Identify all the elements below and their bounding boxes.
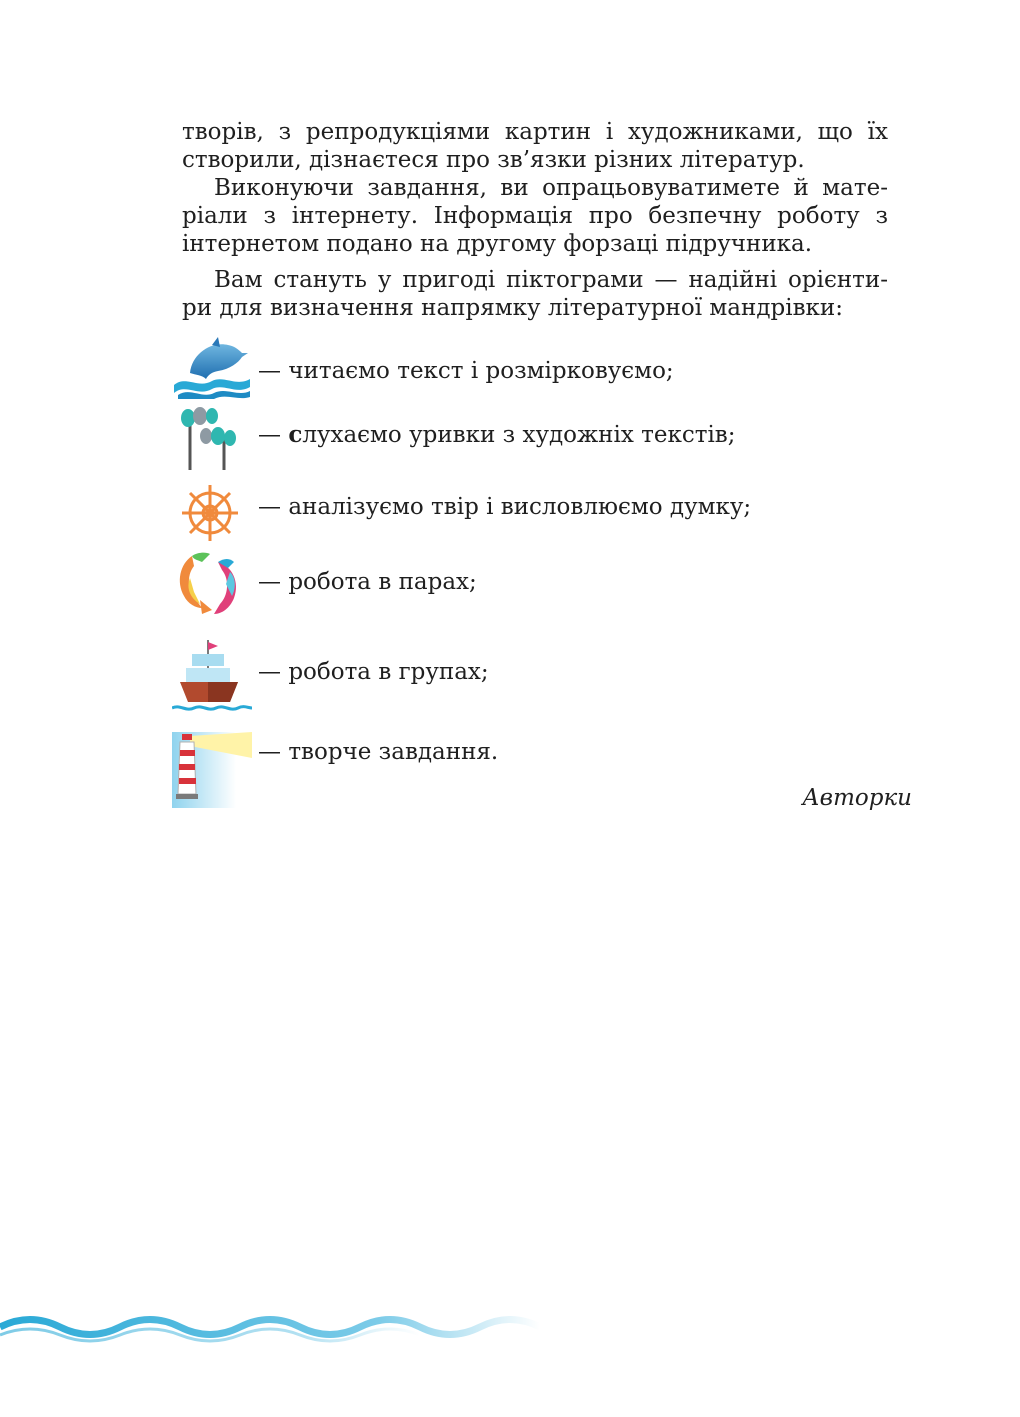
pictogram-label-text: лухаємо уривки з художніх текстів; bbox=[302, 422, 736, 448]
authors-signature: Авторки bbox=[802, 785, 912, 811]
bold-letter: с bbox=[288, 421, 303, 448]
pictogram-row-pairs bbox=[172, 548, 572, 620]
pictogram-row-creative bbox=[172, 728, 572, 808]
pictogram-label-text: творче завдання. bbox=[288, 739, 499, 765]
ship-wheel-icon bbox=[172, 483, 252, 543]
pictogram-label-text: робота в парах; bbox=[288, 569, 477, 595]
pictogram-row-groups bbox=[172, 638, 572, 714]
paragraph-line: Вам стануть у пригоді піктограми — надійні орієнти- bbox=[214, 267, 888, 293]
pictogram-label bbox=[258, 738, 498, 766]
pictogram-label bbox=[258, 493, 751, 521]
pictogram-label-text: робота в групах; bbox=[288, 659, 489, 685]
pictogram-label-text: аналізуємо твір і висловлюємо думку; bbox=[288, 494, 752, 520]
em-dash: — bbox=[258, 494, 289, 520]
wave-decoration bbox=[0, 1305, 560, 1345]
pictogram-label bbox=[258, 421, 736, 449]
paragraph-line: ри для визначення напрямку літературної мандрівки: bbox=[182, 295, 843, 321]
paragraph-line: ріали з інтернету. Інформація про безпечну роботу з bbox=[182, 203, 888, 229]
intro-paragraph-2 bbox=[182, 174, 888, 258]
em-dash: — bbox=[258, 422, 289, 448]
em-dash: — bbox=[258, 739, 289, 765]
pictogram-label bbox=[258, 568, 477, 596]
two-fish-icon bbox=[172, 548, 252, 620]
pictogram-row-analysis bbox=[172, 483, 772, 543]
em-dash: — bbox=[258, 569, 289, 595]
intro-paragraph-3 bbox=[182, 266, 888, 322]
pictogram-label-text: читаємо текст і розмірковуємо; bbox=[288, 358, 674, 384]
paragraph-line: творів, з репродукціями картин і художниками, що їх bbox=[182, 119, 888, 145]
pictogram-label bbox=[258, 658, 489, 686]
paragraph-line: інтернетом подано на другому форзаці підручника. bbox=[182, 231, 813, 257]
em-dash: — bbox=[258, 358, 289, 384]
sailing-ship-icon bbox=[172, 638, 252, 714]
em-dash: — bbox=[258, 659, 289, 685]
pictogram-label bbox=[258, 357, 674, 385]
pictogram-row-listening bbox=[172, 404, 772, 472]
paragraph-line: створили, дізнаєтеся про зв’язки різних літератур. bbox=[182, 147, 805, 173]
pictogram-row-reading bbox=[172, 335, 732, 399]
intro-paragraph-1 bbox=[182, 118, 888, 174]
paragraph-line: Виконуючи завдання, ви опрацьовуватимете й мате- bbox=[214, 175, 888, 201]
dolphin-icon bbox=[172, 335, 252, 399]
headphones-icon bbox=[172, 404, 252, 472]
lighthouse-icon bbox=[172, 728, 254, 808]
